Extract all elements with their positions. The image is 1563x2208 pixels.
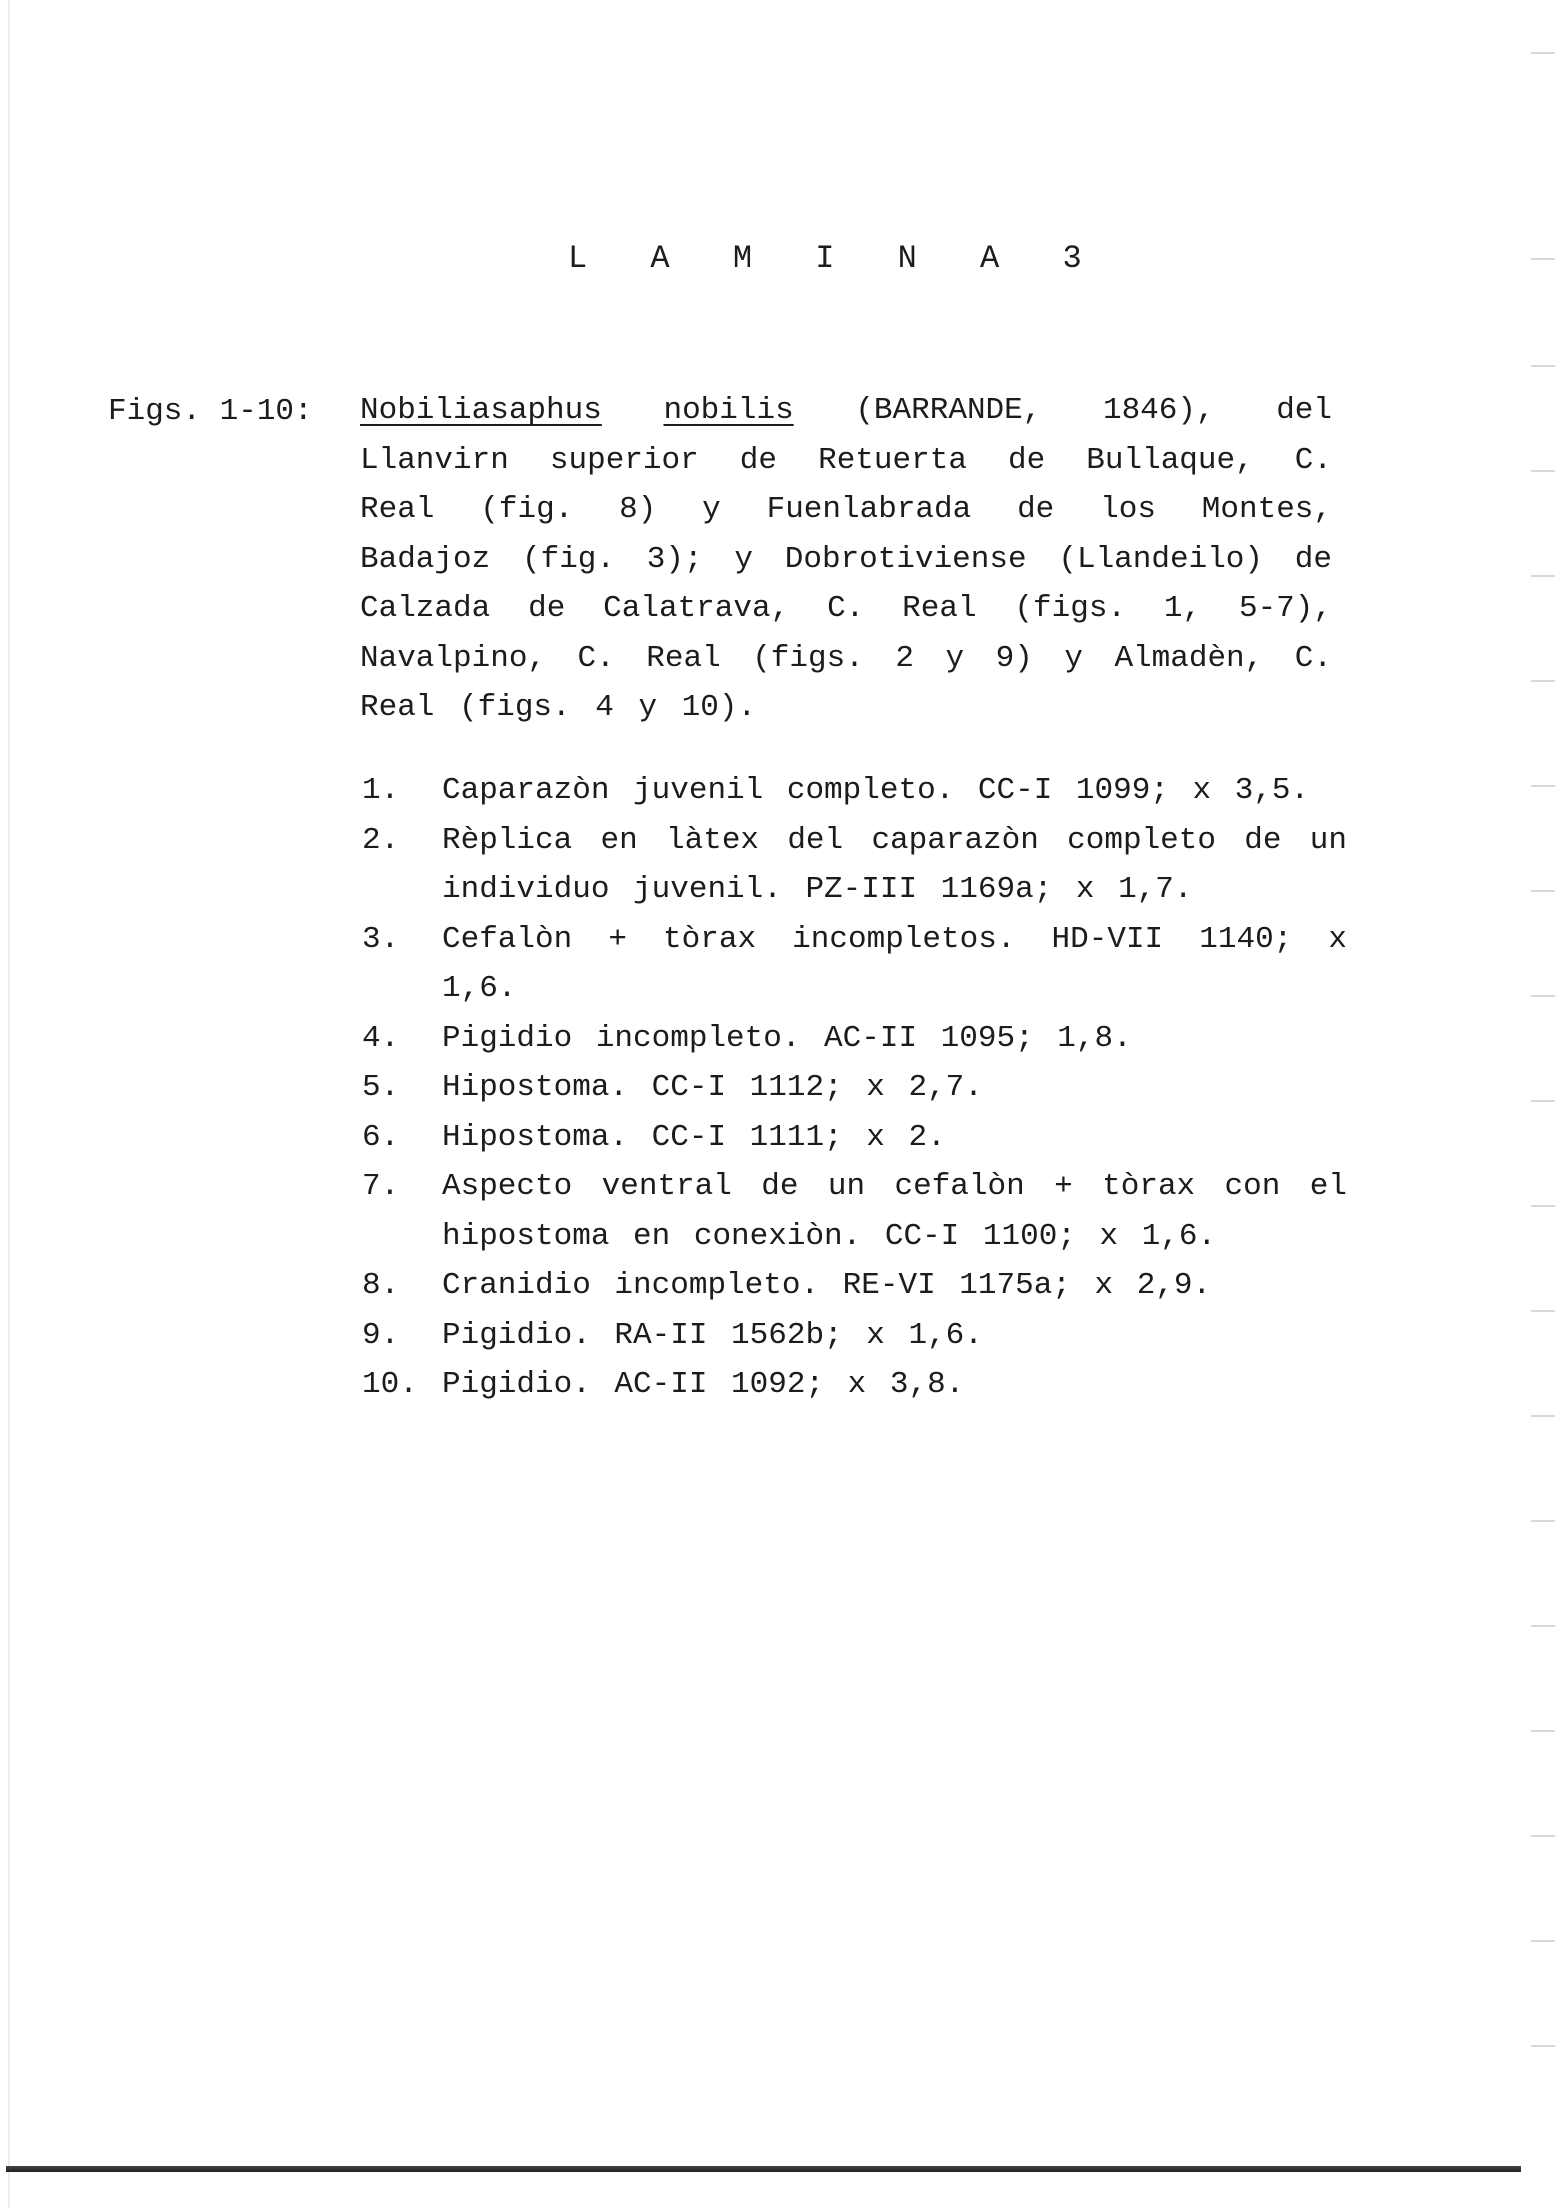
item-text: Pigidio. RA-II 1562b; x 1,6. <box>442 1317 983 1353</box>
margin-tick <box>1531 1625 1555 1627</box>
list-item <box>362 1162 1347 1261</box>
margin-tick <box>1531 1835 1555 1837</box>
list-item <box>362 915 1347 1014</box>
margin-tick <box>1531 995 1555 997</box>
margin-tick <box>1531 1415 1555 1417</box>
margin-tick <box>1531 785 1555 787</box>
item-text: Cranidio incompleto. RE-VI 1175a; x 2,9. <box>442 1268 1212 1303</box>
item-text: Pigidio incompleto. AC-II 1095; 1,8. <box>442 1020 1132 1056</box>
list-item <box>362 816 1347 915</box>
margin-tick <box>1531 1730 1555 1732</box>
list-item <box>362 1063 1347 1113</box>
margin-tick <box>1531 470 1555 472</box>
item-number: 8. <box>362 1268 400 1303</box>
margin-tick <box>1531 680 1555 682</box>
item-text: Pigidio. AC-II 1092; x 3,8. <box>442 1367 965 1402</box>
list-item <box>362 1311 1347 1361</box>
list-item <box>362 766 1347 816</box>
item-text: Caparazòn juvenil completo. CC-I 1099; x 3,5. <box>442 773 1310 808</box>
species-name: nobilis <box>663 393 794 428</box>
margin-tick <box>1531 1205 1555 1207</box>
margin-tick <box>1531 1100 1555 1102</box>
item-text: Hipostoma. CC-I 1111; x 2. <box>442 1119 946 1155</box>
item-text: Rèplica en làtex del caparazòn completo de un individuo juvenil. PZ-III 1169a; x 1,7. <box>442 822 1347 907</box>
list-item <box>362 1261 1347 1311</box>
margin-tick <box>1531 1940 1555 1942</box>
item-number: 4. <box>362 1020 400 1056</box>
margin-tick <box>1531 52 1555 54</box>
figure-list <box>362 766 1347 1410</box>
scan-edge-shadow <box>8 0 10 2208</box>
margin-tick <box>1531 258 1555 260</box>
item-number: 5. <box>362 1070 400 1105</box>
list-item <box>362 1360 1347 1410</box>
list-item <box>362 1113 1347 1163</box>
margin-tick <box>1531 1310 1555 1312</box>
item-number: 2. <box>362 822 400 858</box>
figs-label: Figs. 1-10: <box>108 394 313 429</box>
margin-tick <box>1531 575 1555 577</box>
margin-tick <box>1531 890 1555 892</box>
list-item <box>362 1014 1347 1064</box>
item-number: 3. <box>362 921 400 957</box>
item-number: 7. <box>362 1169 400 1204</box>
item-number: 1. <box>362 773 400 808</box>
plate-title: L A M I N A 3 <box>568 240 1104 277</box>
item-text: Cefalòn + tòrax incompletos. HD-VII 1140; x 1,6. <box>442 921 1347 1006</box>
item-number: 10. <box>362 1367 418 1402</box>
item-number: 9. <box>362 1317 400 1353</box>
caption-paragraph <box>360 386 1332 733</box>
item-text: Aspecto ventral de un cefalòn + tòrax con el hipostoma en conexiòn. CC-I 1100; x 1,6. <box>442 1169 1347 1254</box>
bottom-scan-rule <box>6 2166 1521 2172</box>
genus-name: Nobiliasaphus <box>360 393 602 428</box>
item-text: Hipostoma. CC-I 1112; x 2,7. <box>442 1070 983 1105</box>
margin-tick <box>1531 365 1555 367</box>
caption-description: (BARRANDE, 1846), del Llanvirn superior de Retuerta de Bullaque, C. Real (fig. 8) y Fuenlabrada de los Montes, Badajoz (fig. 3); y Dobrotiviense (Llandeilo) de Calzada de Calatrava, C. Real (figs. 1, 5-7), Navalpino, C. Real (figs. 2 y 9) y Almadèn, C. Real (figs. 4 y 10). <box>360 393 1333 725</box>
item-number: 6. <box>362 1119 400 1155</box>
margin-tick <box>1531 1520 1555 1522</box>
margin-tick <box>1531 2045 1555 2047</box>
